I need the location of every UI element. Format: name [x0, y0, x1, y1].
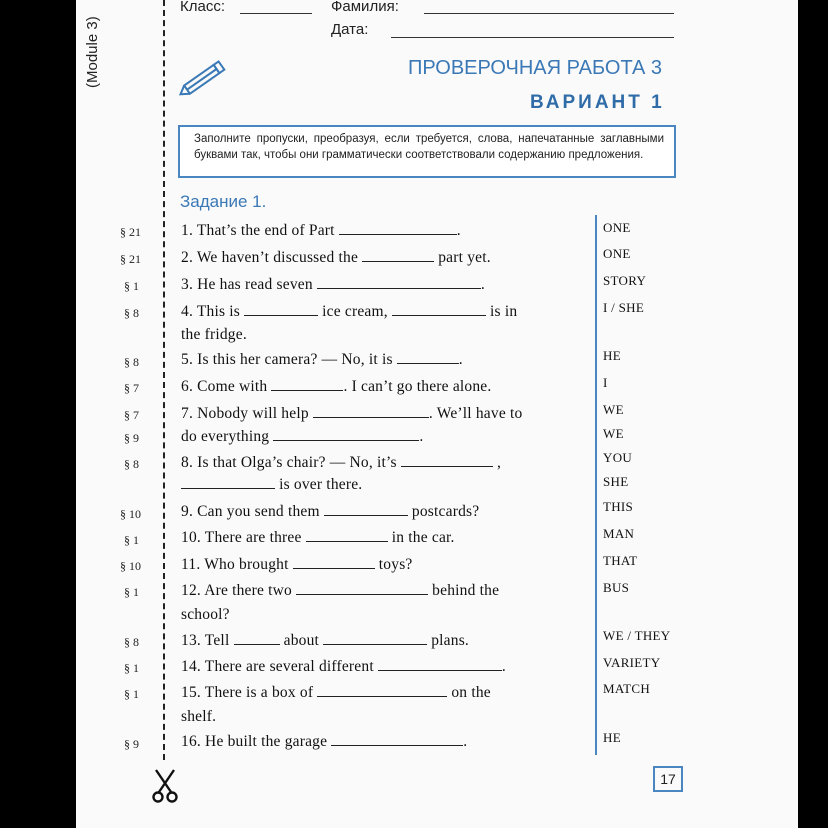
pencil-icon: [176, 58, 232, 100]
question-15-cont: shelf.: [181, 708, 217, 725]
answer-blank[interactable]: [397, 351, 459, 364]
answer-blank[interactable]: [323, 632, 427, 645]
word-item: YOU: [603, 450, 633, 465]
question-6: 6. Come with . I can’t go there alone.: [181, 378, 492, 395]
word-item: MATCH: [603, 681, 651, 696]
answer-blank[interactable]: [181, 476, 275, 489]
word-item: ONE: [603, 220, 631, 235]
scissors-icon: [152, 768, 178, 806]
answer-blank[interactable]: [271, 378, 343, 391]
word-item: I: [603, 375, 608, 390]
surname-label: Фамилия:: [331, 0, 399, 15]
question-1: 1. That’s the end of Part .: [181, 222, 461, 239]
answer-blank[interactable]: [306, 529, 388, 542]
word-item: MAN: [603, 526, 635, 541]
section-ref: § 1: [124, 279, 139, 293]
section-ref: § 7: [124, 408, 139, 422]
word-item: THAT: [603, 553, 638, 568]
cut-line: [163, 0, 165, 760]
section-ref: § 10: [120, 507, 141, 521]
question-5: 5. Is this her camera? — No, it is .: [181, 351, 463, 368]
section-ref: § 7: [124, 381, 139, 395]
word-item: STORY: [603, 273, 647, 288]
question-13: 13. Tell about plans.: [181, 632, 469, 649]
question-4: 4. This is ice cream, is in: [181, 303, 518, 320]
question-16: 16. He built the garage .: [181, 733, 468, 750]
section-ref: § 8: [124, 457, 139, 471]
section-ref: § 21: [120, 225, 141, 239]
answer-blank[interactable]: [339, 222, 457, 235]
word-item: THIS: [603, 499, 634, 514]
answer-blank[interactable]: [293, 556, 375, 569]
question-11: 11. Who brought toys?: [181, 556, 413, 573]
word-item: WE / THEY: [603, 628, 671, 643]
section-ref: § 10: [120, 559, 141, 573]
class-label: Класс:: [180, 0, 225, 15]
word-column-divider: [595, 215, 597, 755]
page-title: ПРОВЕРОЧНАЯ РАБОТА 3: [408, 57, 663, 79]
word-item: I / SHE: [603, 300, 645, 315]
instruction-text: Заполните пропуски, преобразуя, если требуется, слова, напечатанные заглавными буквами так, чтобы они грамматически соответствовали содержанию предложения.: [194, 133, 664, 161]
answer-blank[interactable]: [331, 733, 463, 746]
word-item: WE: [603, 402, 624, 417]
module-label: (Module 3): [84, 16, 101, 88]
question-8: 8. Is that Olga’s chair? — No, it’s ,: [181, 454, 502, 471]
answer-blank[interactable]: [273, 428, 419, 441]
instruction-box: [178, 125, 676, 178]
section-ref: § 1: [124, 687, 139, 701]
worksheet-page: [76, 0, 798, 828]
word-item: BUS: [603, 580, 630, 595]
answer-blank[interactable]: [392, 303, 486, 316]
answer-blank[interactable]: [234, 632, 280, 645]
date-label: Дата:: [331, 21, 369, 38]
answer-blank[interactable]: [244, 303, 318, 316]
word-item: SHE: [603, 474, 629, 489]
class-field[interactable]: [240, 13, 312, 14]
question-12-cont: school?: [181, 606, 230, 623]
section-ref: § 1: [124, 661, 139, 675]
question-9: 9. Can you send them postcards?: [181, 503, 480, 520]
surname-field[interactable]: [424, 13, 674, 14]
answer-blank[interactable]: [324, 503, 408, 516]
word-item: HE: [603, 348, 621, 363]
question-8-cont: is over there.: [181, 476, 362, 494]
question-3: 3. He has read seven .: [181, 276, 485, 293]
section-ref: § 1: [124, 585, 139, 599]
question-7: 7. Nobody will help . We’ll have to: [181, 405, 523, 422]
page-number: 17: [653, 766, 683, 792]
word-item: WE: [603, 426, 624, 441]
question-10: 10. There are three in the car.: [181, 529, 455, 546]
question-4-cont: the fridge.: [181, 326, 247, 343]
section-ref: § 8: [124, 306, 139, 320]
section-ref: § 1: [124, 533, 139, 547]
question-15: 15. There is a box of on the: [181, 684, 491, 701]
date-field[interactable]: [391, 37, 674, 38]
answer-blank[interactable]: [296, 582, 428, 595]
answer-blank[interactable]: [401, 454, 493, 467]
answer-blank[interactable]: [362, 249, 434, 262]
word-item: ONE: [603, 246, 631, 261]
answer-blank[interactable]: [378, 658, 502, 671]
question-12: 12. Are there two behind the: [181, 582, 500, 599]
section-ref: § 9: [124, 737, 139, 751]
section-ref: § 21: [120, 252, 141, 266]
question-7-cont: do everything .: [181, 428, 424, 445]
answer-blank[interactable]: [313, 405, 429, 418]
word-item: HE: [603, 730, 621, 745]
question-14: 14. There are several different .: [181, 658, 506, 675]
answer-blank[interactable]: [317, 684, 447, 697]
answer-blank[interactable]: [317, 276, 481, 289]
question-2: 2. We haven’t discussed the part yet.: [181, 249, 491, 266]
word-item: VARIETY: [603, 655, 661, 670]
section-ref: § 8: [124, 355, 139, 369]
variant-title: ВАРИАНТ 1: [530, 92, 665, 113]
section-ref: § 9: [124, 431, 139, 445]
task-title: Задание 1.: [180, 192, 267, 211]
section-ref: § 8: [124, 635, 139, 649]
